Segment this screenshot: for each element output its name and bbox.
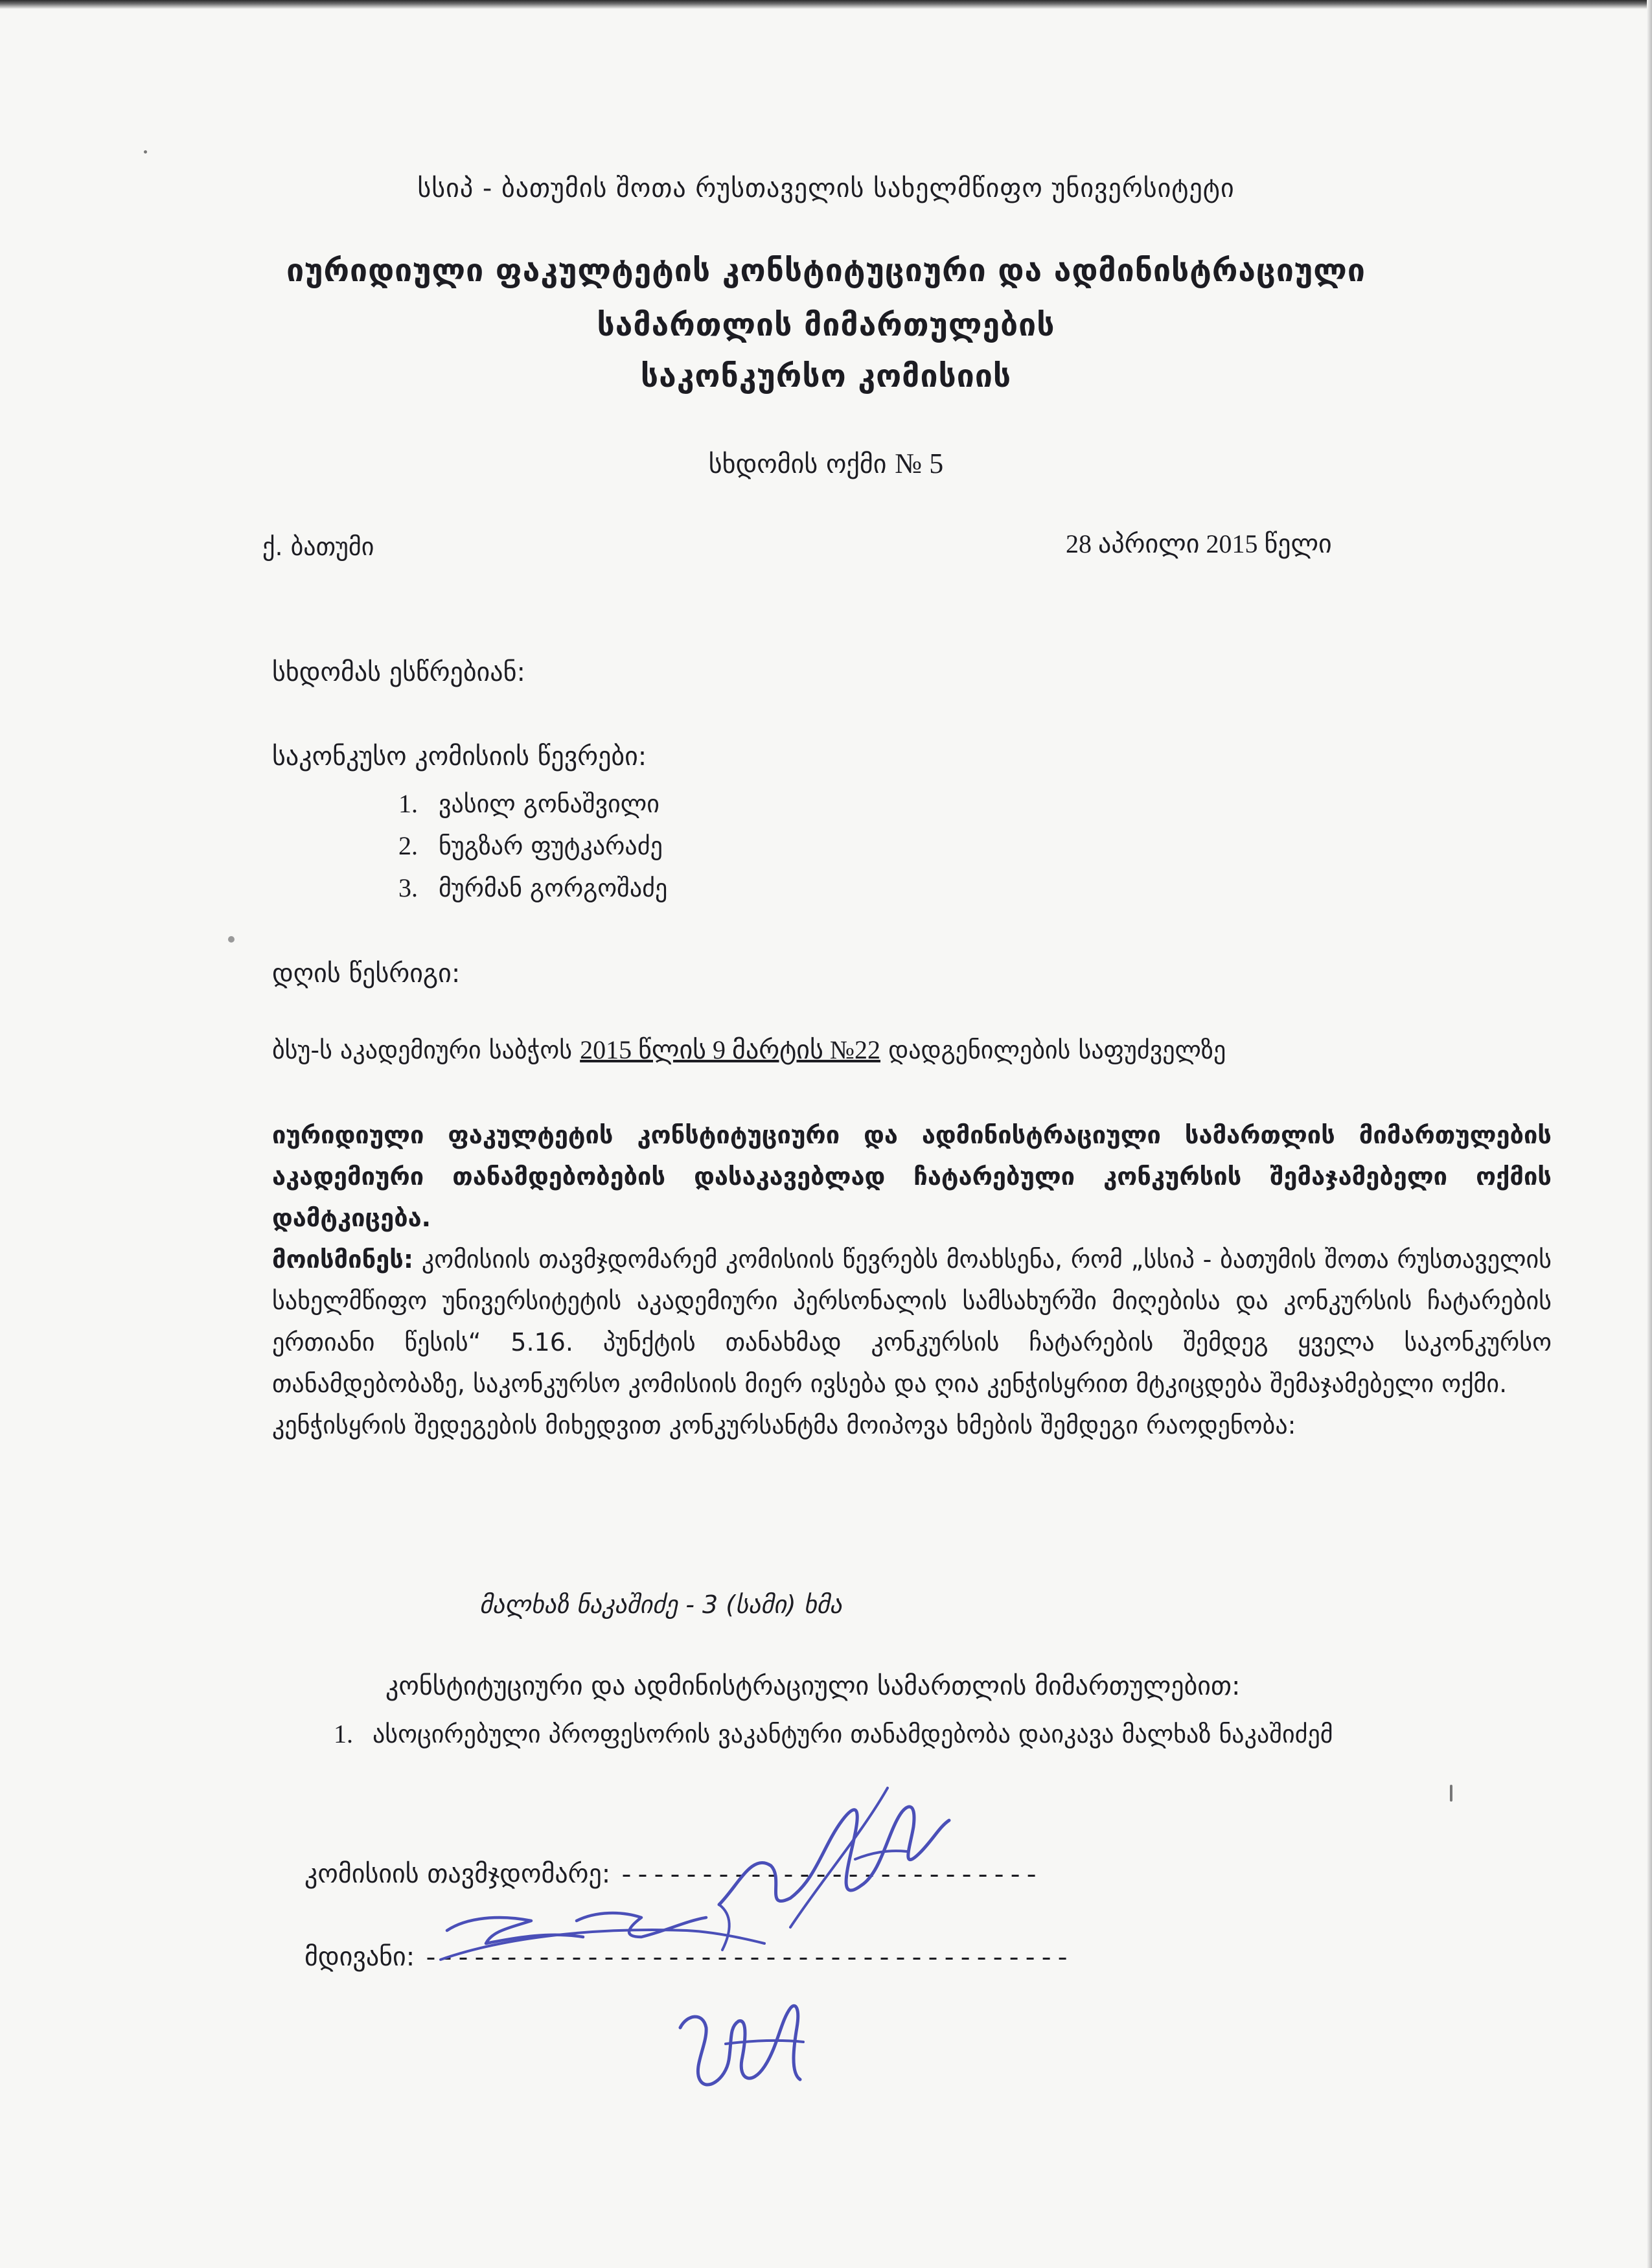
chair-label: კომისიის თავმჯდომარე: (304, 1859, 611, 1889)
result-text: ასოცირებული პროფესორის ვაკანტური თანამდებობა დაიკავა მალხაზ ნაკაშიძემ (373, 1720, 1333, 1748)
heading-line-3: საკონკურსო კომისიის (640, 358, 1012, 395)
agenda-subject: იურიდიული ფაკულტეტის კონსტიტუციური და ადმინისტრაციული სამართლის მიმართულების აკადემიური თანამდებობების დასაკავებლად ჩატარებული კონკურსის შემაჯამებელი ოქმის დამტკიცება. (272, 1121, 1552, 1232)
secretary-label: მდივანი: (304, 1942, 415, 1972)
list-number: 3. (398, 873, 418, 902)
basis-prefix: ბსუ-ს აკადემიური საბჭოს (272, 1036, 573, 1064)
list-item (398, 825, 667, 867)
scan-edge-top (0, 0, 1652, 9)
minutes-body (272, 1114, 1552, 1446)
heading-line-1: იურიდიული ფაკულტეტის კონსტიტუციური და ადმინისტრაციული (286, 253, 1366, 289)
member-name: მურმან გორგოშაძე (439, 874, 668, 902)
secretary-dash-line: ---------------------------------------- (422, 1945, 1072, 1974)
list-item (398, 867, 667, 909)
result-item (334, 1713, 1552, 1755)
members-label: საკონკუსო კომისიის წევრები: (272, 742, 647, 772)
member-name: ვასილ გონაშვილი (439, 790, 660, 818)
department-heading: კონსტიტუციური და ადმინისტრაციული სამართლის მიმართულებით: (385, 1671, 1241, 1701)
agenda-basis (272, 1035, 1226, 1065)
scan-speck (1450, 1785, 1452, 1802)
scan-speck (228, 936, 235, 943)
agenda-label: დღის წესრიგი: (272, 959, 461, 989)
minutes-title (0, 447, 1652, 480)
list-number: 2. (398, 831, 418, 860)
member-name: ნუგზარ ფუტკარაძე (439, 832, 663, 860)
heading-line-2: სამართლის მიმართულების (597, 307, 1055, 343)
secretary-signature (428, 1892, 777, 1982)
members-list (398, 783, 667, 909)
basis-reference: 2015 წლის 9 მარტის №22 (580, 1035, 881, 1064)
scan-speck (144, 150, 147, 154)
list-number: 1. (398, 789, 418, 818)
vote-text: კენჭისყრის შედეგების მიხედვით კონკურსანტმა მოიპოვა ხმების შემდეგი რაოდენობა: (272, 1411, 1296, 1439)
list-item (398, 783, 667, 825)
initials-signature (667, 1982, 823, 2112)
chair-dash-line: -------------------------- (619, 1862, 1040, 1891)
hearing-paragraph (272, 1239, 1552, 1404)
list-number: 1. (334, 1719, 353, 1748)
candidate-votes: მალხაზ ნაკაშიძე - 3 (სამი) ხმა (479, 1590, 842, 1619)
city: ქ. ბათუმი (262, 533, 374, 561)
meeting-date: 28 აპრილი 2015 წელი (1066, 529, 1332, 558)
hearing-label: მოისმინეს: (272, 1245, 414, 1274)
university-name: სსიპ - ბათუმის შოთა რუსთაველის სახელმწიფო უნივერსიტეტი (417, 174, 1235, 203)
minutes-title-text: სხდომის ოქმი (708, 450, 887, 479)
hearing-text: კომისიის თავმჯდომარემ კომისიის წევრებს მოახსენა, რომ „სსიპ - ბათუმის შოთა რუსთაველის სახელმწიფო უნივერსიტეტის აკადემიური პერსონალის სამსახურში მიღებისა და კონკურსის ჩატარების ერთიანი წესის“ 5.16. პუნქტის თანახმად კონკურსის ჩატარების შემდეგ ყველა საკონკურსო თანამდებობაზე, საკონკურსო კომისიის მიერ ივსება და ღია კენჭისყრით მტკიცდება შემაჯამებელი ოქმი. (272, 1245, 1552, 1398)
attendance-label: სხდომას ესწრებიან: (272, 658, 525, 687)
basis-suffix: დადგენილების საფუძველზე (888, 1036, 1226, 1064)
minutes-number: № 5 (895, 448, 944, 479)
